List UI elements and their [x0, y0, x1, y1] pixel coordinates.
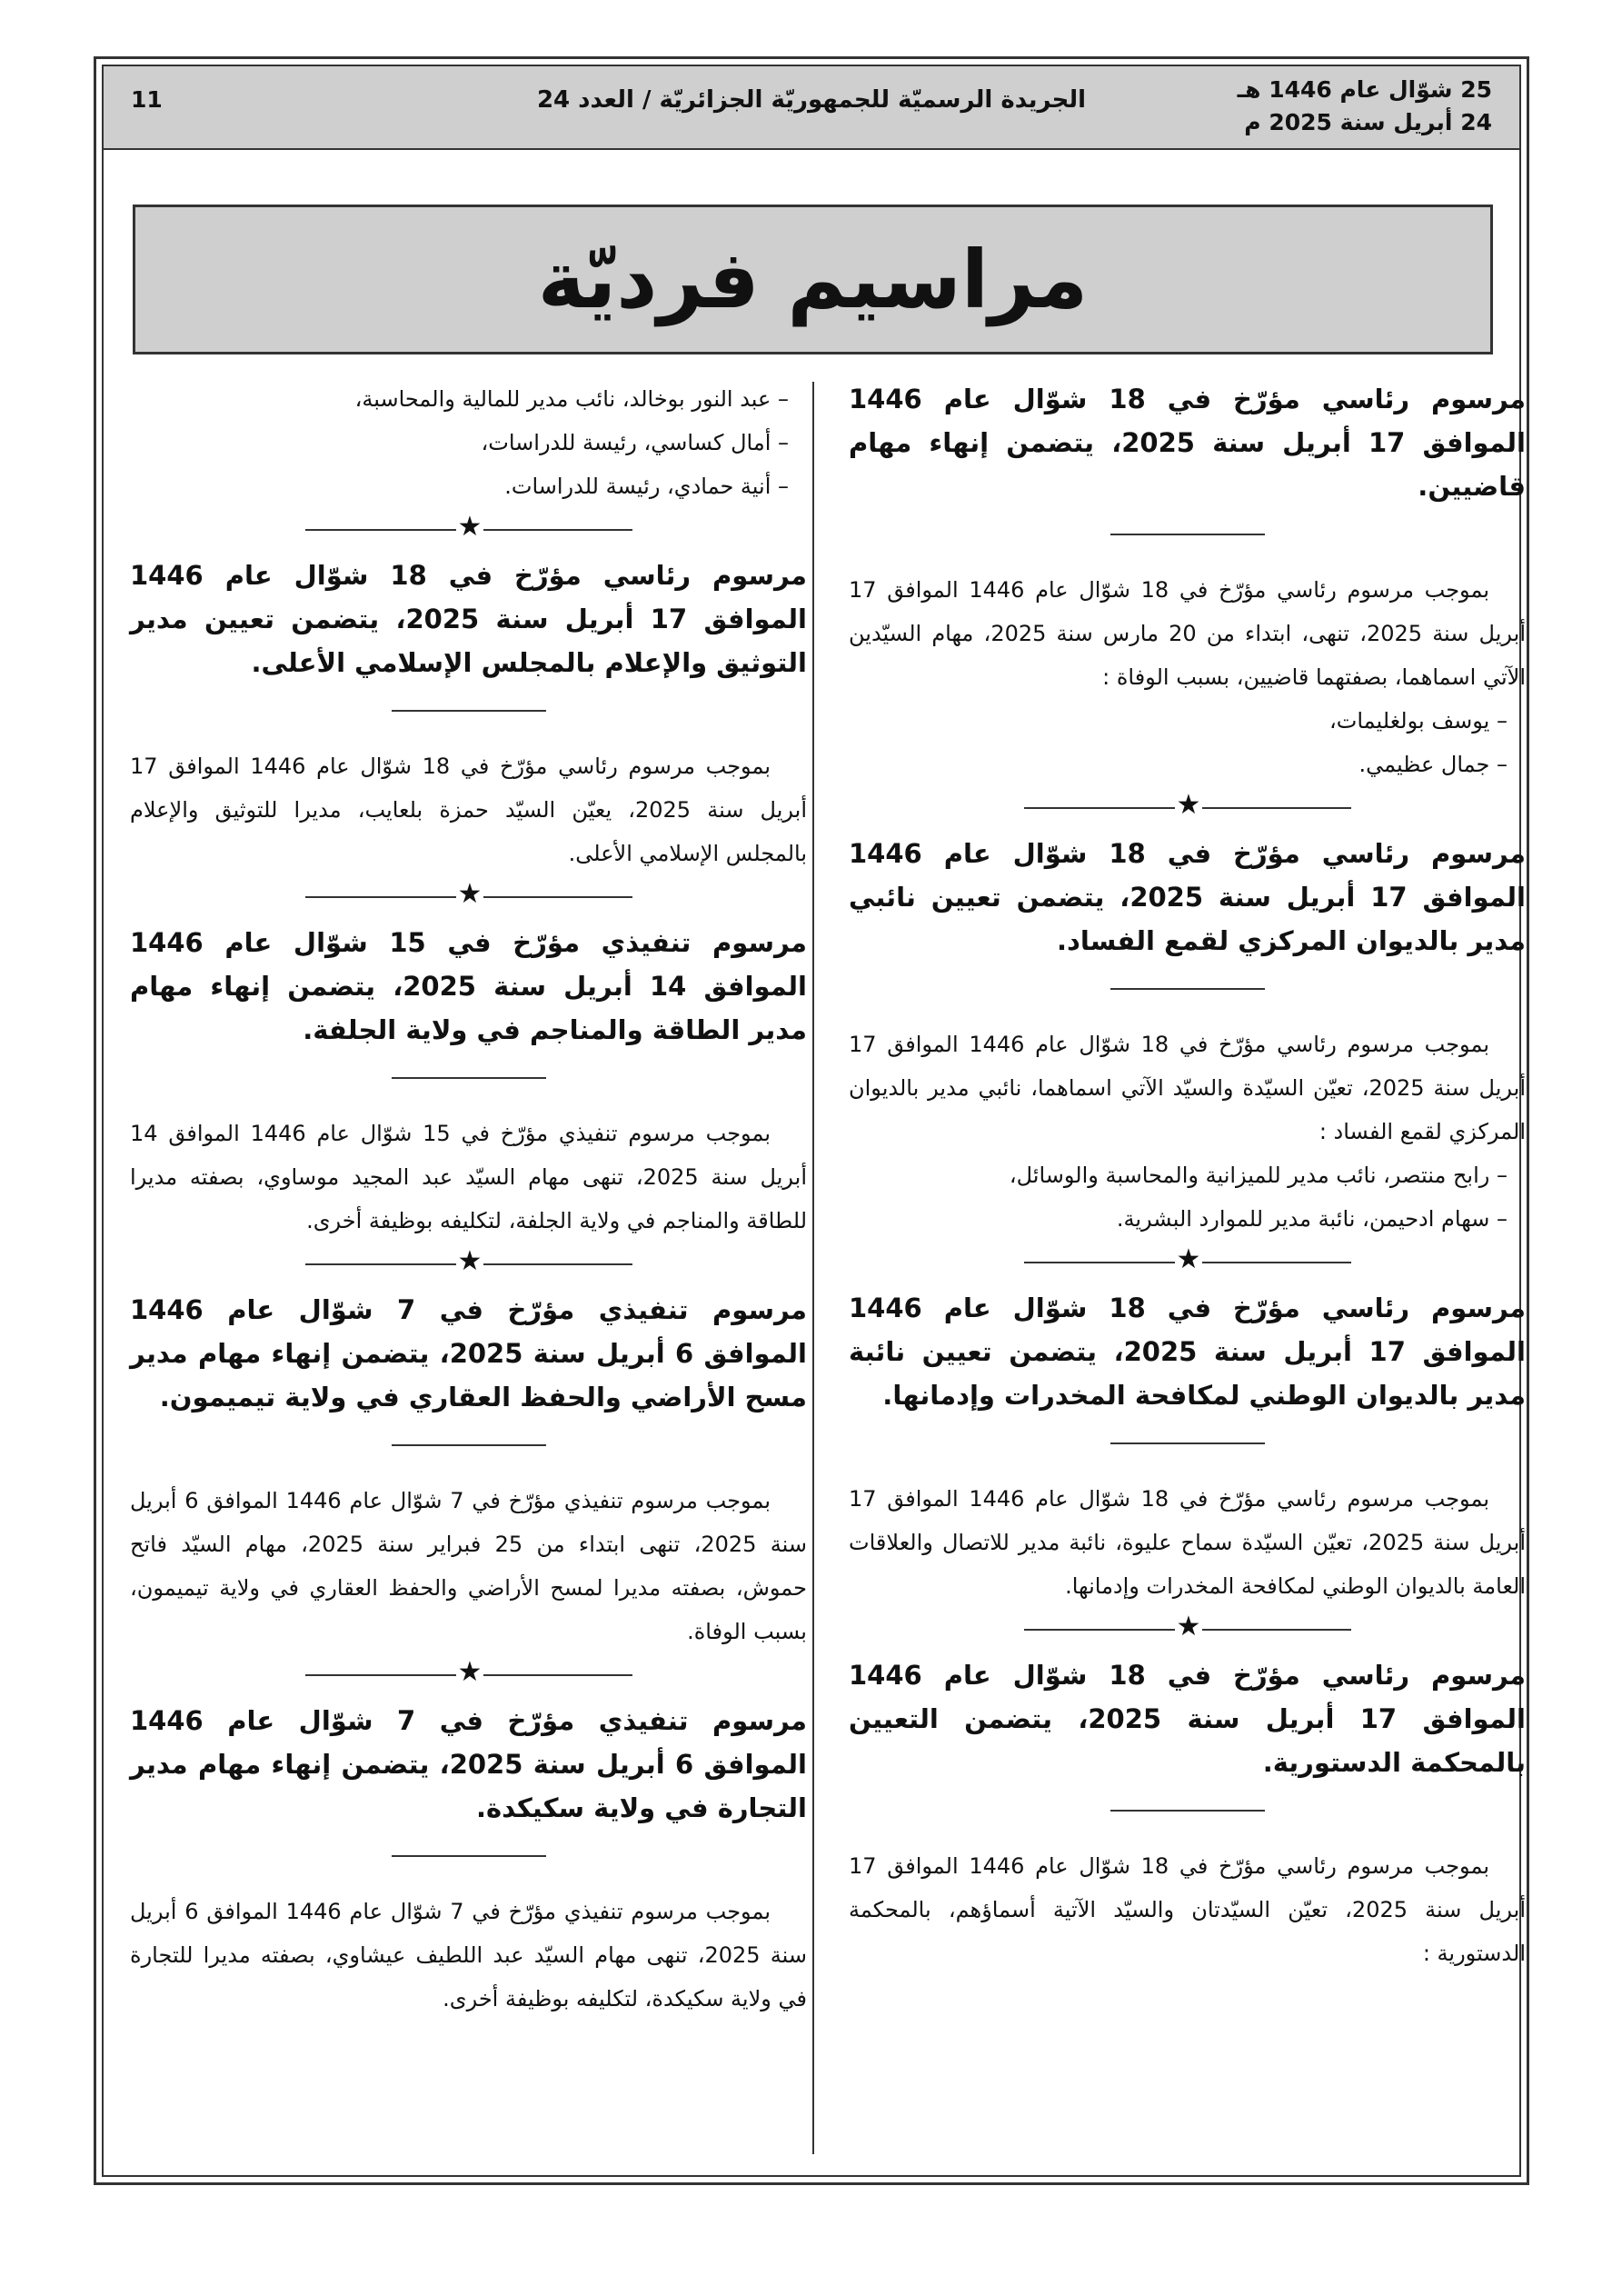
decree-body: بموجب مرسوم رئاسي مؤرّخ في 18 شوّال عام 1446 الموافق 17 أبريل سنة 2025، تعيّن السيّدتان والسيّد الآتية أسماؤهم، بالمحكمة الدستورية :: [849, 1853, 1526, 1966]
star-separator: [130, 511, 807, 543]
star-separator: [130, 1245, 807, 1277]
star-icon: ★: [457, 878, 483, 910]
decree-body: بموجب مرسوم تنفيذي مؤرّخ في 7 شوّال عام 1446 الموافق 6 أبريل سنة 2025، تنهى ابتداء من 25 فبراير سنة 2025، مهام السيّد فاتح حموش، بصفته مديرا لمسح الأراضي والحفظ العقاري في ولاية تيميمون، بسبب الوفاة.: [130, 1488, 807, 1644]
heading-rule: [392, 1444, 546, 1446]
star-icon: ★: [457, 1656, 483, 1688]
list-item: – رابح منتصر، نائب مدير للميزانية والمحاسبة والوسائل،: [1009, 1163, 1508, 1188]
heading-rule: [1110, 988, 1265, 990]
list-item: – أمال كساسي، رئيسة للدراسات،: [481, 430, 789, 455]
star-icon: ★: [1176, 1611, 1201, 1642]
heading-rule: [1110, 534, 1265, 535]
page-header: [104, 66, 1519, 150]
decree-heading: مرسوم رئاسي مؤرّخ في 18 شوّال عام 1446 الموافق 17 أبريل سنة 2025، يتضمن التعيين بالمحكمة الدستورية.: [849, 1660, 1527, 1778]
star-separator: [849, 1611, 1526, 1642]
list-item: – عبد النور بوخالد، نائب مدير للمالية والمحاسبة،: [354, 386, 789, 412]
star-icon: ★: [457, 1245, 483, 1277]
star-icon: ★: [1176, 1243, 1201, 1275]
heading-rule: [1110, 1442, 1265, 1444]
decree-heading: مرسوم رئاسي مؤرّخ في 18 شوّال عام 1446 الموافق 17 أبريل سنة 2025، يتضمن تعيين مدير التوثيق والإعلام بالمجلس الإسلامي الأعلى.: [130, 560, 808, 678]
left-column: [130, 377, 807, 2021]
heading-rule: [392, 710, 546, 712]
heading-rule: [392, 1077, 546, 1079]
section-title: مراسيم فرديّة: [537, 233, 1089, 326]
list-item: – جمال عظيمي.: [1358, 752, 1508, 777]
decree-heading: مرسوم تنفيذي مؤرّخ في 15 شوّال عام 1446 الموافق 14 أبريل سنة 2025، يتضمن إنهاء مهام مدير الطاقة والمناجم في ولاية الجلفة.: [130, 927, 807, 1045]
page-number: 11: [131, 86, 163, 113]
decree-body: بموجب مرسوم رئاسي مؤرّخ في 18 شوّال عام 1446 الموافق 17 أبريل سنة 2025، تعيّن السيّدة سماح عليوة، نائبة مدير للاتصال والعلاقات العامة بالديوان الوطني لمكافحة المخدرات وإدمانها.: [849, 1486, 1526, 1599]
star-separator: [849, 1243, 1526, 1275]
decree-body: بموجب مرسوم تنفيذي مؤرّخ في 15 شوّال عام 1446 الموافق 14 أبريل سنة 2025، تنهى مهام السيّد عبد المجيد موساوي، بصفته مديرا للطاقة والمناجم في ولاية الجلفة، لتكليفه بوظيفة أخرى.: [130, 1121, 808, 1233]
decree-body: بموجب مرسوم رئاسي مؤرّخ في 18 شوّال عام 1446 الموافق 17 أبريل سنة 2025، تعيّن السيّدة والسيّد الآتي اسماهما، نائبي مدير بالديوان المركزي لقمع الفساد :: [849, 1032, 1526, 1144]
star-separator: [849, 789, 1526, 821]
heading-rule: [1110, 1810, 1265, 1812]
star-separator: [130, 1656, 807, 1688]
decree-heading: مرسوم رئاسي مؤرّخ في 18 شوّال عام 1446 الموافق 17 أبريل سنة 2025، يتضمن إنهاء مهام قاضيين.: [849, 384, 1527, 502]
gregorian-date: 24 أبريل سنة 2025 م: [1244, 109, 1492, 135]
decree-body: بموجب مرسوم رئاسي مؤرّخ في 18 شوّال عام 1446 الموافق 17 أبريل سنة 2025، تنهى، ابتداء من 20 مارس سنة 2025، مهام السيّدين الآتي اسماهما، بصفتهما قاضيين، بسبب الوفاة :: [849, 577, 1526, 690]
decree-heading: مرسوم رئاسي مؤرّخ في 18 شوّال عام 1446 الموافق 17 أبريل سنة 2025، يتضمن تعيين نائبي مدير بالديوان المركزي لقمع الفساد.: [849, 838, 1527, 956]
decree-heading: مرسوم تنفيذي مؤرّخ في 7 شوّال عام 1446 الموافق 6 أبريل سنة 2025، يتضمن إنهاء مهام مدير مسح الأراضي والحفظ العقاري في ولاية تيميمون.: [130, 1294, 807, 1413]
section-banner: [133, 205, 1493, 354]
column-divider: [812, 382, 814, 2154]
list-item: – أنية حمادي، رئيسة للدراسات.: [504, 474, 789, 499]
list-item: – يوسف بولغليمات،: [1329, 708, 1508, 734]
decree-body: بموجب مرسوم تنفيذي مؤرّخ في 7 شوّال عام 1446 الموافق 6 أبريل سنة 2025، تنهى مهام السيّد عبد اللطيف عيشاوي، بصفته مديرا للتجارة في ولاية سكيكدة، لتكليفه بوظيفة أخرى.: [130, 1899, 807, 2011]
right-column: [849, 377, 1526, 1975]
heading-rule: [392, 1855, 546, 1857]
hijri-date: 25 شوّال عام 1446 هـ: [1237, 76, 1492, 103]
gazette-title: الجريدة الرسميّة للجمهوريّة الجزائريّة / العدد 24: [536, 86, 1087, 114]
star-icon: ★: [1176, 789, 1201, 821]
decree-heading: مرسوم تنفيذي مؤرّخ في 7 شوّال عام 1446 الموافق 6 أبريل سنة 2025، يتضمن إنهاء مهام مدير التجارة في ولاية سكيكدة.: [130, 1705, 807, 1823]
decree-heading: مرسوم رئاسي مؤرّخ في 18 شوّال عام 1446 الموافق 17 أبريل سنة 2025، يتضمن تعيين نائبة مدير بالديوان الوطني لمكافحة المخدرات وإدمانها.: [849, 1293, 1527, 1411]
star-icon: ★: [457, 511, 483, 543]
list-item: – سهام ادحيمن، نائبة مدير للموارد البشرية.: [1116, 1206, 1508, 1232]
star-separator: [130, 878, 807, 910]
decree-body: بموجب مرسوم رئاسي مؤرّخ في 18 شوّال عام 1446 الموافق 17 أبريل سنة 2025، يعيّن السيّد حمزة بلعايب، مديرا للتوثيق والإعلام بالمجلس الإسلامي الأعلى.: [130, 754, 807, 866]
